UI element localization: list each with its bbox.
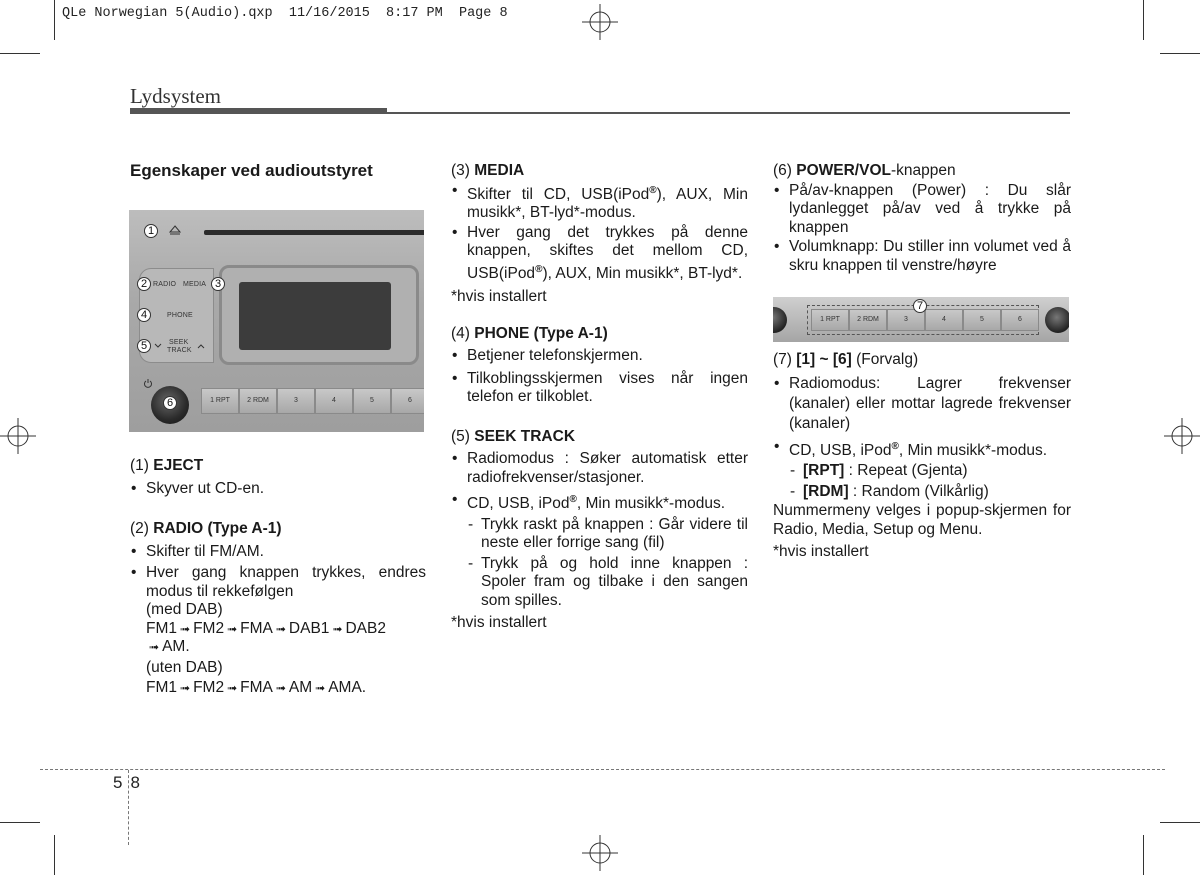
media-bullet-2 <box>451 224 748 284</box>
seq-item: FM2 <box>193 679 225 696</box>
rpt-text: : Repeat (Gjenta) <box>844 462 968 480</box>
phone-button-label: PHONE <box>167 312 193 319</box>
page-in-chapter: 8 <box>130 773 140 792</box>
sequence-with-dab <box>130 620 426 657</box>
media-bullet-1 <box>451 182 748 223</box>
radio-bullet-1: • Skifter til FM/AM. <box>130 543 426 562</box>
column-3-text <box>773 162 1071 275</box>
menu-note: Nummermeny velges i popup-skjermen for Radio, Media, Setup og Menu. <box>773 502 1071 538</box>
arrow-icon: ➟ <box>315 681 326 695</box>
eject-heading <box>130 457 426 476</box>
cd-slot <box>204 230 424 235</box>
strip-knob-right <box>1045 307 1069 333</box>
radio-heading <box>130 520 426 539</box>
chevron-down-icon <box>154 343 162 349</box>
crop-mark-bottom-right-h <box>1160 822 1200 823</box>
preset-key-1: [1] <box>796 351 816 368</box>
installed-note-2: *hvis installert <box>451 614 547 632</box>
seek-heading <box>451 428 748 447</box>
chevron-up-icon <box>197 343 205 349</box>
preset-button-4: 4 <box>315 388 353 414</box>
arrow-icon: ➟ <box>332 621 343 636</box>
power-bullet-1: • På/av-knappen (Power) : Du slår lydanlegget på/av ved å trykke på knappen <box>773 182 1071 238</box>
crop-mark-top-right-v <box>1143 0 1144 40</box>
preset-button-5: 5 <box>353 388 391 414</box>
seq-item: FM1 <box>146 679 177 696</box>
seq-item: AM. <box>162 638 190 655</box>
installed-note-3: *hvis installert <box>773 543 869 561</box>
registration-mark-icon <box>0 418 36 454</box>
title-rule <box>387 112 1070 114</box>
text-span: Hver gang det trykkes på denne knappen, skiftes det mellom CD, USB(iPod <box>467 223 748 282</box>
media-title: MEDIA <box>474 162 525 179</box>
without-dab-label: (uten DAB) <box>146 658 223 676</box>
preset-number: (7) <box>773 351 797 368</box>
seq-item: FMA <box>240 679 273 696</box>
text-span: ), AUX, Min musikk*, BT-lyd*. <box>542 264 743 282</box>
footer-rule <box>40 769 1165 770</box>
preset-strip-figure <box>773 297 1069 342</box>
preset-bullet-2 <box>773 438 1071 461</box>
seq-item: AM <box>288 679 313 696</box>
column-1-text <box>130 457 426 698</box>
power-heading <box>773 162 1071 181</box>
chapter-number: 5 <box>113 773 123 792</box>
title-bar <box>130 108 387 114</box>
eject-title: EJECT <box>153 457 204 474</box>
strip-preset-1: 1 RPT <box>811 309 849 331</box>
crop-mark-bottom-left-h <box>0 822 40 823</box>
arrow-icon: ➟ <box>227 681 238 695</box>
seek-title: SEEK TRACK <box>474 427 576 445</box>
strip-preset-4: 4 <box>925 309 963 331</box>
arrow-icon: ➟ <box>180 681 191 695</box>
crop-mark-top-left-v <box>54 0 55 40</box>
seek-label-line1: SEEK <box>169 339 189 346</box>
strip-preset-2: 2 RDM <box>849 309 887 331</box>
badge-2: 2 <box>137 277 151 291</box>
registered-mark: ® <box>535 263 543 275</box>
arrow-icon: ➟ <box>275 621 286 636</box>
crop-mark-bottom-left-v <box>54 835 55 875</box>
seek-bullet-2 <box>451 491 748 514</box>
text-span: CD, USB, iPod <box>789 441 892 459</box>
sequence-without-dab <box>130 679 426 698</box>
radio-number: (2) <box>130 520 154 537</box>
phone-bullet-2: • Tilkoblingsskjermen vises når ingen telefon er tilkoblet. <box>451 370 748 407</box>
rdm-text: : Random (Vilkårlig) <box>848 482 989 500</box>
seek-dash-2: - Trykk på og hold inne knappen : Spoler fram og tilbake i den sangen som spilles. <box>451 555 748 611</box>
seek-label-line2: TRACK <box>167 347 192 354</box>
preset-button-1: 1 RPT <box>201 388 239 414</box>
page-number <box>113 773 140 793</box>
power-suffix: -knappen <box>890 162 956 179</box>
arrow-icon: ➟ <box>227 621 238 636</box>
column-2-text <box>451 162 748 633</box>
registered-mark: ® <box>649 184 657 196</box>
features-heading: Egenskaper ved audioutstyret <box>130 161 373 180</box>
rdm-line <box>773 483 1071 502</box>
strip-preset-6: 6 <box>1001 309 1039 331</box>
section-title: Lydsystem <box>130 84 222 108</box>
preset-heading <box>773 351 1071 370</box>
eject-icon <box>169 224 181 236</box>
media-heading <box>451 162 748 181</box>
text-span: , Min musikk*-modus. <box>898 441 1048 459</box>
arrow-icon: ➟ <box>275 681 286 695</box>
registered-mark: ® <box>569 494 577 506</box>
badge-1: 1 <box>144 224 158 238</box>
rpt-line <box>773 462 1071 481</box>
phone-number: (4) <box>451 324 475 342</box>
seq-item: DAB2 <box>345 619 386 637</box>
strip-preset-5: 5 <box>963 309 1001 331</box>
power-title: POWER/VOL <box>796 162 891 179</box>
radio-button-label: RADIO <box>153 281 177 288</box>
media-number: (3) <box>451 162 475 179</box>
arrow-icon: ➟ <box>149 640 160 654</box>
seek-number: (5) <box>451 427 475 445</box>
badge-3: 3 <box>211 277 225 291</box>
registration-mark-icon <box>582 835 618 871</box>
text-span: , Min musikk*-modus. <box>576 495 726 513</box>
eject-number: (1) <box>130 457 154 474</box>
registration-mark-icon <box>582 4 618 40</box>
radio-bullet-2: • Hver gang knappen trykkes, endres modus til rekkefølgen <box>130 564 426 601</box>
preset-button-3: 3 <box>277 388 315 414</box>
rpt-key: [RPT] <box>803 462 845 480</box>
registration-mark-icon <box>1164 418 1200 454</box>
badge-7: 7 <box>913 299 927 313</box>
preset-suffix: (Forvalg) <box>851 351 919 368</box>
radio-panel-figure <box>129 210 424 432</box>
badge-6: 6 <box>163 396 177 410</box>
installed-note-1: *hvis installert <box>451 288 547 306</box>
power-bullet-2: • Volumknapp: Du stiller inn volumet ved å skru knappen til venstre/høyre <box>773 238 1071 275</box>
registered-mark: ® <box>891 440 899 452</box>
crop-mark-bottom-right-v <box>1143 835 1144 875</box>
strip-presets-row <box>811 309 1039 331</box>
badge-5: 5 <box>137 339 151 353</box>
strip-preset-3: 3 <box>887 309 925 331</box>
seek-dash-1: - Trykk raskt på knappen : Går videre til neste eller forrige sang (fil) <box>451 516 748 553</box>
seq-item: AMA. <box>328 679 367 696</box>
text-span: Skifter til CD, USB(iPod <box>467 185 650 203</box>
badge-4: 4 <box>137 308 151 322</box>
preset-key-6: [6] <box>832 351 852 368</box>
print-header: QLe Norwegian 5(Audio).qxp 11/16/2015 8:17 PM Page 8 <box>62 6 508 21</box>
preset-tilde: ~ <box>815 351 833 368</box>
crop-mark-top-left-h <box>0 53 40 54</box>
text-span: ), AUX, Min musikk*, BT-lyd*-modus. <box>467 185 748 222</box>
seq-item: FM2 <box>193 619 225 637</box>
phone-title: PHONE (Type A-1) <box>474 324 608 342</box>
phone-bullet-1: • Betjener telefonskjermen. <box>451 347 748 366</box>
power-number: (6) <box>773 162 797 179</box>
arrow-icon: ➟ <box>180 621 191 636</box>
crop-mark-top-right-h <box>1160 53 1200 54</box>
eject-bullet: • Skyver ut CD-en. <box>130 480 426 499</box>
rdm-key: [RDM] <box>803 482 849 500</box>
seek-bullet-1: • Radiomodus : Søker automatisk etter radiofrekvenser/stasjoner. <box>451 450 748 487</box>
with-dab-label: (med DAB) <box>146 601 223 618</box>
display-screen <box>239 282 391 350</box>
text-span: CD, USB, iPod <box>467 495 570 513</box>
column-3-lower-text <box>773 351 1071 562</box>
media-button-label: MEDIA <box>183 281 207 288</box>
seq-item: FM1 <box>146 619 177 637</box>
preset-button-2: 2 RDM <box>239 388 277 414</box>
preset-buttons-row <box>201 388 424 414</box>
preset-bullet-1: • Radiomodus: Lagrer frekvenser (kanaler) eller mottar lagrede frekvenser (kanaler) <box>773 374 1071 434</box>
radio-title: RADIO (Type A-1) <box>153 520 282 537</box>
phone-heading <box>451 325 748 344</box>
strip-knob-left <box>773 307 787 333</box>
preset-button-6: 6 <box>391 388 424 414</box>
seq-item: DAB1 <box>288 619 330 637</box>
power-icon <box>143 378 153 388</box>
seq-item: FMA <box>240 619 273 637</box>
